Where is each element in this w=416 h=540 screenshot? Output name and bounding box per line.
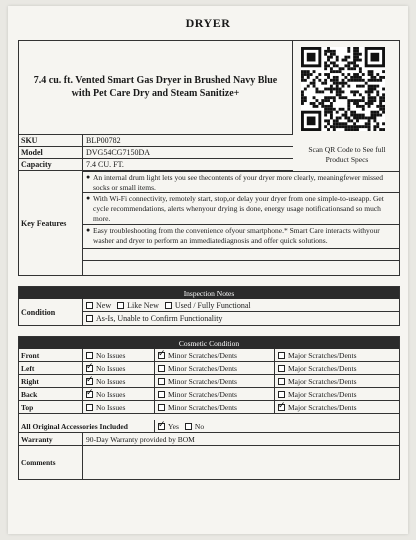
cosmetic-option-major[interactable]: Major Scratches/Dents: [275, 388, 399, 400]
key-features: [83, 171, 399, 275]
feature-item: [83, 193, 399, 225]
checkbox[interactable]: [278, 352, 285, 359]
checkbox[interactable]: [278, 378, 285, 385]
condition-row-2: [83, 312, 399, 325]
condition-used[interactable]: Used / Fully Functional: [165, 301, 251, 310]
cosmetic-row-label: Back: [19, 388, 83, 400]
model-label: Model: [19, 147, 83, 158]
inspection-header: Inspection Notes: [19, 287, 399, 299]
checkbox[interactable]: [158, 352, 165, 359]
feature-text: Easy troubleshooting from the convenience ofyour smartphone.* Smart Care interacts withyour washer and dryer to perform an immediatediagnosis and offer quick solutions.: [93, 226, 380, 245]
warranty-value: 90-Day Warranty provided by BOM: [86, 434, 195, 444]
checkbox[interactable]: [86, 404, 93, 411]
cosmetic-option-no-issues[interactable]: ✓ No Issues: [83, 375, 155, 387]
inspection-sheet: [8, 6, 408, 534]
document-title: DRYER: [185, 16, 231, 30]
cosmetic-option-minor[interactable]: Minor Scratches/Dents: [155, 401, 275, 413]
cosmetic-option-no-issues[interactable]: No Issues: [83, 401, 155, 413]
inspection-table: [18, 286, 400, 326]
cosmetic-row: [19, 401, 399, 414]
feature-item: [83, 249, 399, 261]
comments-label: Comments: [19, 446, 83, 479]
cosmetic-row-label: Front: [19, 349, 83, 361]
accessories-label: All Original Accessories Included: [19, 420, 155, 432]
cosmetic-row-label: Right: [19, 375, 83, 387]
cosmetic-table: [18, 336, 400, 480]
feature-item: [83, 225, 399, 249]
cosmetic-option-major[interactable]: ✓ Major Scratches/Dents: [275, 401, 399, 413]
cosmetic-row: [19, 375, 399, 388]
cosmetic-row: [19, 349, 399, 362]
capacity-value: 7.4 CU. FT.: [86, 160, 124, 169]
qr-caption: Scan QR Code to See full Product Specs: [308, 145, 386, 165]
warranty-label: Warranty: [19, 433, 83, 445]
bullet-icon: ●: [86, 226, 91, 234]
cosmetic-option-minor[interactable]: ✓ Minor Scratches/Dents: [155, 349, 275, 361]
cosmetic-row-label: Left: [19, 362, 83, 374]
checkbox[interactable]: [165, 302, 172, 309]
key-features-label: Key Features: [19, 171, 83, 275]
checkbox[interactable]: [185, 423, 192, 430]
capacity-label: Capacity: [19, 159, 83, 170]
sku-label: SKU: [19, 135, 83, 146]
sku-value: BLP00782: [86, 136, 121, 145]
cosmetic-option-no-issues[interactable]: ✓ No Issues: [83, 388, 155, 400]
cosmetic-header: Cosmetic Condition: [19, 337, 399, 349]
accessories-options: [158, 420, 210, 432]
sku-row: [19, 135, 293, 147]
condition-as-is[interactable]: As-Is, Unable to Confirm Functionality: [86, 314, 222, 323]
warranty-row: [19, 433, 399, 446]
checkbox[interactable]: [86, 378, 93, 385]
cosmetic-row: [19, 362, 399, 375]
checkbox[interactable]: [86, 391, 93, 398]
checkbox[interactable]: [278, 391, 285, 398]
model-row: [19, 147, 293, 159]
checkbox[interactable]: [278, 404, 285, 411]
checkbox[interactable]: [158, 404, 165, 411]
condition-new[interactable]: New: [86, 301, 111, 310]
comments-row: [19, 446, 399, 479]
cosmetic-row-label: Top: [19, 401, 83, 413]
cosmetic-option-minor[interactable]: Minor Scratches/Dents: [155, 388, 275, 400]
cosmetic-option-minor[interactable]: Minor Scratches/Dents: [155, 362, 275, 374]
cosmetic-row: [19, 388, 399, 401]
feature-text: With Wi-Fi connectivity, remotely start, stop,or delay your dryer from one simple-to-useapp. Get cycle recommendations, alerts whenyour drying is done, energy usage notificationsand so much more.: [93, 194, 384, 223]
accessories-row: [19, 420, 399, 433]
cosmetic-option-minor[interactable]: Minor Scratches/Dents: [155, 375, 275, 387]
accessories-no[interactable]: No: [185, 422, 204, 431]
condition-label: Condition: [19, 299, 83, 325]
bullet-icon: ●: [86, 194, 91, 202]
accessories-yes[interactable]: ✓ Yes: [158, 422, 179, 431]
checkbox[interactable]: [86, 302, 93, 309]
bullet-icon: ●: [86, 173, 91, 181]
product-title: 7.4 cu. ft. Vented Smart Gas Dryer in Brushed Navy Blue with Pet Care Dry and Steam Sanitize+: [19, 41, 293, 135]
feature-text: An internal drum light lets you see thecontents of your dryer more clearly, meaningfewer missed socks or small items.: [93, 173, 384, 192]
cosmetic-option-no-issues[interactable]: No Issues: [83, 349, 155, 361]
product-table: [18, 40, 400, 276]
qr-code[interactable]: [301, 47, 385, 131]
checkbox[interactable]: [278, 365, 285, 372]
model-value: DVG54CG7150DA: [86, 148, 150, 157]
qr-cell: [293, 41, 399, 171]
condition-row-1: [83, 299, 399, 312]
checkbox[interactable]: [158, 365, 165, 372]
cosmetic-option-no-issues[interactable]: ✓ No Issues: [83, 362, 155, 374]
checkbox[interactable]: [158, 378, 165, 385]
checkbox[interactable]: [158, 423, 165, 430]
checkbox[interactable]: [117, 302, 124, 309]
feature-item: [83, 171, 399, 193]
cosmetic-option-major[interactable]: Major Scratches/Dents: [275, 375, 399, 387]
cosmetic-option-major[interactable]: Major Scratches/Dents: [275, 362, 399, 374]
checkbox[interactable]: [158, 391, 165, 398]
checkbox[interactable]: [86, 315, 93, 322]
condition-like-new[interactable]: Like New: [117, 301, 159, 310]
cosmetic-option-major[interactable]: Major Scratches/Dents: [275, 349, 399, 361]
capacity-row: [19, 159, 293, 171]
checkbox[interactable]: [86, 365, 93, 372]
checkbox[interactable]: [86, 352, 93, 359]
